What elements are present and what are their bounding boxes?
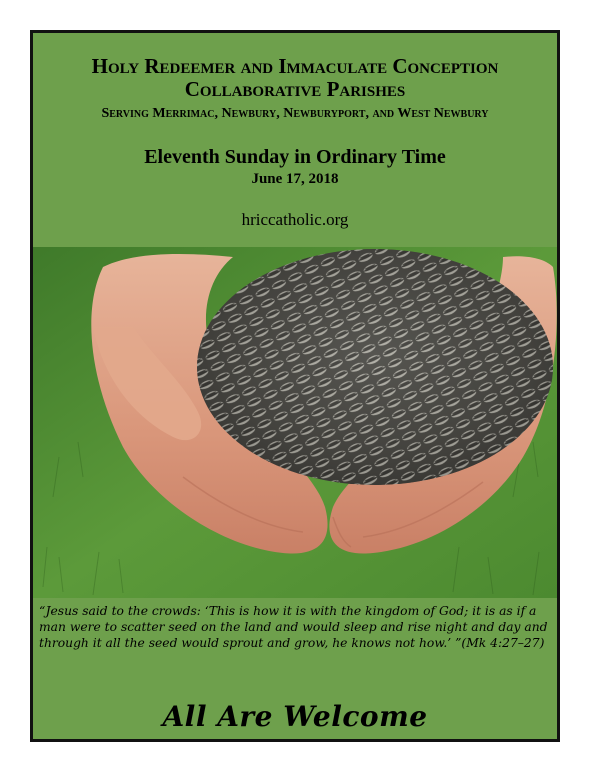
hands-with-seeds-photo	[33, 247, 557, 598]
parish-title-line-2: Collaborative Parishes	[184, 77, 406, 101]
parish-title-line-1: Holy Redeemer and Immaculate Conception	[91, 54, 499, 78]
bulletin-cover	[30, 30, 560, 742]
parish-website: hriccatholic.org	[241, 210, 349, 229]
welcome-banner: All Are Welcome	[162, 700, 428, 733]
scripture-quote: “Jesus said to the crowds: ‘This is how it is with the kingdom of God; it is as if a man were to scatter seed on the land and would sleep and rise night and day and through it all the seed would sprout and grow, he knows not how.’ ”(Mk 4:27–27)	[39, 604, 548, 650]
bulletin-date: June 17, 2018	[251, 171, 339, 187]
bulletin-header	[33, 33, 557, 247]
liturgical-occasion: Eleventh Sunday in Ordinary Time	[144, 146, 446, 168]
serving-towns: Serving Merrimac, Newbury, Newburyport, and West Newbury	[101, 106, 489, 121]
